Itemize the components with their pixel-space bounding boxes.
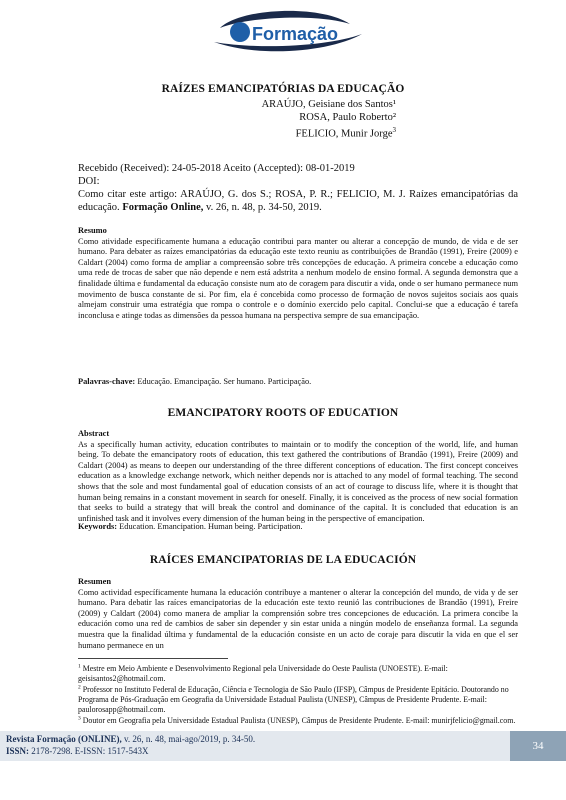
article-meta [78,162,518,214]
page-footer [0,731,566,761]
title-en: EMANCIPATORY ROOTS OF EDUCATION [167,407,399,419]
abstract-section [78,429,518,524]
author-3: FELICIO, Munir Jorge$^3$ [295,126,396,140]
footnotes [78,664,518,726]
abstract-text: As a specifically human activity, education contributes to maintain or to modify the conception of the world, life, and human being. To debate the emancipatory roots of education, this text gathered the contributions of Brandão (1991), Freire (2009) and Caldart (2004) as means to deepen our understanding of the three different conceptions of education. The first concept conceives education as a knowledge exchange network, which neither depends nor is attached to any model of formal teaching. The second shows that the sole and most fundamental goal of education consists of an act of courage to discuss life, where it is thought that human being remains in a constant movement in search for oneself. Finally, it is conceived as the process of new social formation that seeks to build a strategy that will break the control and dominance of the capital. It is concluded that education is an unfinished task and it involves every dimension of the human being in the perspective of emancipation. [78,439,518,523]
footnote-1: $^1$ Mestre em Meio Ambiente e Desenvolvimento Regional pela Universidade do Oeste Paulista (UNOESTE). E-mail: geisisantos2@hotmail.com. [78,663,448,683]
resumo-heading: Resumo [78,226,107,235]
logo-globe-icon [230,22,250,42]
footer-issn: ISSN: 2178-7298. E-ISSN: 1517-543X [6,746,149,756]
received-accepted: Recebido (Received): 24-05-2018 Aceito (Accepted): 08-01-2019 [78,163,355,174]
footnote-2: $^2$ Professor no Instituto Federal de Educação, Ciência e Tecnologia de São Paulo (IFSP), Câmpus de Presidente Epitácio. Doutorando no Programa de Pós-Graduação em Geografia da Universidade Estadual Paulista (UNESP), Câmpus de Presidente Prudente. E-mail: paulorosapp@hotmail.com. [78,684,509,714]
logo-text: Formação [252,24,339,44]
footnote-3: $^3$ Doutor em Geografia pela Universidade Estadual Paulista (UNESP), Câmpus de Presidente Prudente. E-mail: munirjfelicio@gmail.com. [78,715,516,725]
resumo-text: Como atividade especificamente humana a educação contribui para manter ou alterar a concepção de mundo, de vida e de ser humano. Para debater as raízes emancipatórias da educação este texto reuniu as contribuições de Brandão (1991), Freire (2009) e Caldart (2004) como forma de ampliar a compreensão sobre três concepções de educação. A primeira concebe a educação como uma rede de trocas de saber que não depende e nem está adstrita a nenhum modelo de ensino formal. A segunda demonstra que a finalidade última e fundamental da educação consiste num ato de coragem para discutir a vida, onde o ser humano permanece num movimento de busca constante de si. Por fim, ela é concebida como processo de formação de novos sujeitos sociais aos quais almejam construir uma estratégia que rompa o controle e o domínio exercido pelo capital. Conclui-se que a educação é tarefa inconclusa e atinge todas as dimensões da pessoa humana na perspectiva sempre de sua emancipação. [78,236,518,320]
abstract-heading: Abstract [78,429,110,438]
author-1: ARAÚJO, Geisiane dos Santos¹ [261,99,396,110]
palavras-chave: Palavras-chave: Educação. Emancipação. Ser humano. Participação. [78,377,312,386]
resumo-section [78,226,518,321]
doi: DOI: [78,176,100,187]
footnote-divider [78,658,228,659]
title-es: RAÍCES EMANCIPATORIAS DE LA EDUCACIÓN [149,554,417,566]
author-2: ROSA, Paulo Roberto² [299,112,396,123]
authors-block [262,98,396,141]
journal-logo [200,6,370,54]
keywords: Keywords: Education. Emancipation. Human being. Participation. [78,522,303,531]
title-pt: RAÍZES EMANCIPATÓRIAS DA EDUCAÇÃO [161,83,405,95]
page-number: 34 [510,731,566,761]
resumen-heading: Resumen [78,577,112,586]
footer-journal: Revista Formação (ONLINE), v. 26, n. 48, mai-ago/2019, p. 34-50. [6,734,256,744]
resumen-text: Como actividad específicamente humana la educación contribuye a mantener o alterar la concepción del mundo, de vida y de ser humano. Para debatir las raíces emancipatorias de la educación este texto reunió las contribuciones de Brandão (1991), Freire (2009) y Caldart (2004) como manera de ampliar la comprensión sobre tres concepciones de educación. La primera concibe la educación como una red de cambios de saber sin depender y sin estar unida a ningún modelo de enseñanza formal. La segunda muestra que la finalidad última y fundamental de la educación consiste en un acto de coraje para discutir la vida en que el ser humano permanece en un [78,587,518,650]
resumen-section [78,577,518,651]
citation: Como citar este artigo: ARAÚJO, G. dos S.; ROSA, P. R.; FELICIO, M. J. Raízes emancipatórias da educação. Formação Online, v. 26, n. 48, p. 34-50, 2019. [78,189,518,213]
